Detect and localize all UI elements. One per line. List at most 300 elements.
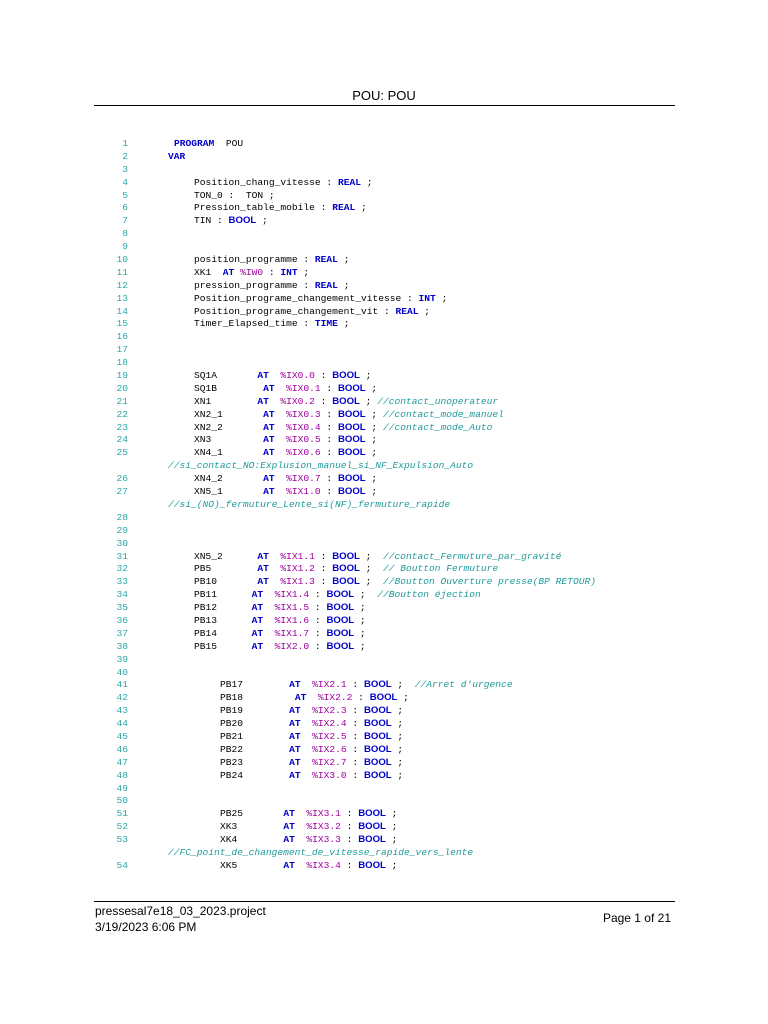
footer-filename: pressesal7e18_03_2023.project <box>95 904 266 918</box>
identifier: position_programme : <box>194 254 315 266</box>
keyword: BOOL <box>358 834 386 846</box>
identifier: ; <box>359 550 383 562</box>
line-number: 52 <box>116 821 128 833</box>
keyword: BOOL <box>358 859 386 871</box>
keyword: BOOL <box>363 756 392 768</box>
keyword: AT <box>263 382 275 394</box>
line-number: 51 <box>116 808 128 820</box>
keyword: AT <box>289 730 301 742</box>
line-number: 33 <box>116 576 128 588</box>
identifier: ; <box>418 305 431 317</box>
identifier <box>263 628 275 639</box>
code-line <box>0 357 768 370</box>
keyword: AT <box>289 718 301 730</box>
address: %IX0.2 <box>280 395 315 407</box>
keyword: AT <box>263 473 275 485</box>
identifier <box>301 744 313 755</box>
keyword: BOOL <box>326 589 355 601</box>
line-number: 3 <box>122 163 128 175</box>
identifier: Position_programe_changement_vitesse : <box>194 292 419 304</box>
keyword: AT <box>257 576 269 588</box>
keyword: REAL <box>395 305 419 317</box>
keyword: AT <box>289 756 301 768</box>
line-number: 24 <box>116 434 128 446</box>
identifier: ; <box>365 421 383 433</box>
identifier: XN4_1 <box>194 447 264 459</box>
keyword: TIME <box>314 318 338 330</box>
keyword: AT <box>263 447 275 459</box>
code-content <box>194 409 504 422</box>
address: %IX3.2 <box>306 821 341 833</box>
address: %IX0.5 <box>286 434 321 446</box>
address: %IX1.4 <box>274 589 310 601</box>
identifier: : <box>346 756 364 768</box>
line-number: 26 <box>116 473 128 485</box>
code-content <box>194 202 367 215</box>
line-number: 49 <box>116 782 128 794</box>
identifier: Pression_table_mobile : <box>194 202 333 214</box>
keyword: BOOL <box>358 821 386 833</box>
keyword: BOOL <box>337 447 366 459</box>
identifier: TON_0 : TON ; <box>194 189 275 201</box>
comment: //Boutton Ouverture presse(BP RETOUR) <box>382 576 596 588</box>
keyword: BOOL <box>332 563 360 575</box>
identifier <box>295 821 307 832</box>
identifier <box>269 551 281 562</box>
identifier: Timer_Elapsed_time : <box>194 318 315 330</box>
footer-info <box>95 903 266 935</box>
identifier: ; <box>385 808 398 820</box>
keyword: INT <box>418 292 436 304</box>
keyword: AT <box>263 486 275 498</box>
code-line <box>0 344 768 357</box>
line-number: 38 <box>116 640 128 652</box>
identifier: : <box>340 834 359 846</box>
code-content <box>194 473 377 486</box>
line-number: 45 <box>116 730 128 742</box>
address: %IX2.3 <box>312 705 347 717</box>
address: %IX2.4 <box>312 718 347 730</box>
identifier: : <box>320 486 338 498</box>
code-line <box>0 512 768 525</box>
identifier: ; <box>391 718 404 730</box>
keyword: BOOL <box>326 627 355 639</box>
code-line <box>0 718 768 731</box>
code-content <box>220 860 397 873</box>
identifier: : <box>340 808 359 820</box>
identifier: : <box>309 627 327 639</box>
address: %IX1.1 <box>280 550 315 562</box>
keyword: BOOL <box>369 692 398 704</box>
code-line <box>0 370 768 383</box>
line-number: 42 <box>116 692 128 704</box>
code-content <box>194 551 561 564</box>
keyword: AT <box>257 563 269 575</box>
keyword: REAL <box>332 202 356 214</box>
identifier: XN2_2 <box>194 421 264 433</box>
identifier <box>275 486 287 497</box>
code-line <box>0 641 768 654</box>
identifier: ; <box>385 859 398 871</box>
line-number: 54 <box>116 859 128 871</box>
line-number: 13 <box>116 292 128 304</box>
code-line <box>0 563 768 576</box>
line-number: 32 <box>116 563 128 575</box>
comment: //si_(NO)_fermuture_Lente_si(NF)_fermuture_rapide <box>168 498 451 510</box>
keyword: BOOL <box>228 215 257 227</box>
identifier: : <box>314 395 333 407</box>
identifier: PB25 <box>220 808 284 820</box>
line-number: 12 <box>116 279 128 291</box>
code-content <box>220 770 403 783</box>
identifier: PB24 <box>220 769 290 781</box>
keyword: AT <box>283 859 295 871</box>
comment: // Boutton Fermuture <box>382 563 499 575</box>
identifier: : <box>346 679 364 691</box>
code-line <box>0 679 768 692</box>
code-content <box>194 254 349 267</box>
identifier: XN5_1 <box>194 486 264 498</box>
identifier: pression_programme : <box>194 279 315 291</box>
identifier: : <box>320 473 338 485</box>
line-number: 15 <box>116 318 128 330</box>
code-line <box>0 667 768 680</box>
code-line <box>0 177 768 190</box>
comment: //Boutton éjection <box>377 589 481 601</box>
keyword: AT <box>222 266 235 278</box>
identifier: : <box>309 614 327 626</box>
keyword: AT <box>289 679 301 691</box>
identifier: XN5_2 <box>194 550 258 562</box>
line-number: 50 <box>116 795 128 807</box>
identifier: : <box>352 692 370 704</box>
code-content <box>194 370 371 383</box>
line-number: 53 <box>116 834 128 846</box>
identifier: PB21 <box>220 730 290 742</box>
line-number: 40 <box>116 666 128 678</box>
code-line <box>0 447 768 460</box>
identifier: ; <box>391 679 415 691</box>
keyword: AT <box>283 821 295 833</box>
identifier: PB20 <box>220 718 290 730</box>
code-line <box>0 808 768 821</box>
code-line <box>0 731 768 744</box>
code-content <box>220 692 409 705</box>
address: %IX0.4 <box>286 421 321 433</box>
identifier: ; <box>365 473 378 485</box>
identifier: ; <box>337 279 350 291</box>
keyword: BOOL <box>363 743 392 755</box>
code-content <box>220 821 397 834</box>
code-line <box>0 318 768 331</box>
identifier: : <box>320 408 338 420</box>
keyword: BOOL <box>337 473 366 485</box>
code-line <box>0 396 768 409</box>
code-content <box>194 396 498 409</box>
address: %IX1.0 <box>286 486 321 498</box>
code-content <box>168 847 473 860</box>
identifier: PB15 <box>194 640 252 652</box>
identifier: SQ1B <box>194 382 264 394</box>
identifier: ; <box>354 627 366 639</box>
code-listing <box>0 138 768 873</box>
keyword: INT <box>280 266 298 278</box>
code-line <box>0 434 768 447</box>
footer-datetime: 3/19/2023 6:06 PM <box>95 920 197 934</box>
keyword: AT <box>283 834 295 846</box>
line-number: 1 <box>122 138 128 149</box>
identifier: ; <box>391 743 404 755</box>
code-line <box>0 654 768 667</box>
keyword: BOOL <box>358 808 386 820</box>
code-line <box>0 783 768 796</box>
address: %IX0.3 <box>286 408 321 420</box>
header-divider <box>94 105 675 106</box>
identifier: ; <box>354 602 366 614</box>
line-number: 31 <box>116 550 128 562</box>
code-line <box>0 306 768 319</box>
identifier <box>301 731 313 742</box>
line-number: 44 <box>116 718 128 730</box>
identifier <box>301 679 313 690</box>
address: %IX2.0 <box>274 640 310 652</box>
line-number: 16 <box>116 331 128 343</box>
identifier: ; <box>365 434 378 446</box>
line-number: 35 <box>116 602 128 614</box>
address: %IX3.3 <box>306 834 341 846</box>
code-content <box>220 744 403 757</box>
comment: //contact_mode_Auto <box>382 421 493 433</box>
keyword: BOOL <box>326 602 355 614</box>
address: %IW0 <box>240 266 264 278</box>
code-content <box>194 602 366 615</box>
code-line <box>0 499 768 512</box>
code-line <box>0 757 768 770</box>
identifier: ; <box>359 370 372 382</box>
address: %IX3.4 <box>306 859 341 871</box>
identifier <box>263 615 275 626</box>
comment: //contact_unoperateur <box>377 395 499 407</box>
identifier: ; <box>360 176 373 188</box>
keyword: AT <box>263 434 275 446</box>
identifier: ; <box>397 692 409 704</box>
identifier <box>295 860 307 871</box>
line-number: 7 <box>122 215 128 227</box>
code-content <box>168 499 450 512</box>
keyword: BOOL <box>332 550 360 562</box>
line-number: 30 <box>116 537 128 549</box>
line-number: 23 <box>116 421 128 433</box>
keyword: REAL <box>314 254 338 266</box>
identifier <box>275 473 287 484</box>
address: %IX0.7 <box>286 473 321 485</box>
identifier: : <box>340 821 359 833</box>
code-line <box>0 280 768 293</box>
code-content <box>220 731 403 744</box>
code-content <box>194 486 377 499</box>
identifier: ; <box>256 215 268 227</box>
identifier: ; <box>355 202 367 214</box>
identifier <box>275 409 287 420</box>
identifier: : <box>309 640 327 652</box>
code-line <box>0 602 768 615</box>
code-line <box>0 151 768 164</box>
identifier <box>275 422 287 433</box>
identifier: PB14 <box>194 627 252 639</box>
keyword: BOOL <box>363 769 392 781</box>
identifier: Position_programe_changement_vit : <box>194 305 396 317</box>
identifier: PB12 <box>194 602 252 614</box>
code-line <box>0 409 768 422</box>
code-content <box>194 383 377 396</box>
line-number: 6 <box>122 202 128 214</box>
address: %IX0.1 <box>286 382 321 394</box>
keyword: BOOL <box>363 705 392 717</box>
keyword: AT <box>251 589 264 601</box>
identifier: : <box>346 730 364 742</box>
identifier: PB5 <box>194 563 258 575</box>
identifier <box>301 718 313 729</box>
keyword: BOOL <box>363 718 392 730</box>
identifier: ; <box>354 589 378 601</box>
address: %IX2.5 <box>312 730 347 742</box>
identifier: PB22 <box>220 743 290 755</box>
comment: //Arret d'urgence <box>414 679 513 691</box>
identifier: ; <box>337 254 350 266</box>
code-content <box>220 679 513 692</box>
identifier <box>275 434 287 445</box>
identifier: : <box>314 563 333 575</box>
code-line <box>0 138 768 151</box>
line-number: 27 <box>116 486 128 498</box>
line-number: 19 <box>116 370 128 382</box>
code-content <box>220 808 397 821</box>
line-number: 8 <box>122 228 128 240</box>
keyword: BOOL <box>332 370 360 382</box>
code-content <box>194 434 377 447</box>
line-number: 25 <box>116 447 128 459</box>
code-content <box>194 306 430 319</box>
identifier: : <box>314 550 333 562</box>
line-number: 17 <box>116 344 128 356</box>
code-content <box>174 138 243 151</box>
code-line <box>0 795 768 808</box>
identifier <box>301 757 313 768</box>
identifier: ; <box>391 705 404 717</box>
keyword: AT <box>257 395 269 407</box>
line-number: 28 <box>116 511 128 523</box>
identifier: ; <box>391 756 404 768</box>
identifier <box>263 641 275 652</box>
identifier: Position_chang_vitesse : <box>194 176 338 188</box>
code-line <box>0 770 768 783</box>
identifier: : <box>346 718 364 730</box>
identifier: ; <box>365 382 378 394</box>
identifier: : <box>263 266 281 278</box>
line-number: 36 <box>116 614 128 626</box>
keyword: BOOL <box>326 614 355 626</box>
identifier: PB13 <box>194 614 252 626</box>
keyword: BOOL <box>363 679 392 691</box>
code-content <box>220 757 403 770</box>
identifier: : <box>346 769 364 781</box>
code-content <box>220 705 403 718</box>
identifier: ; <box>359 563 383 575</box>
code-line <box>0 615 768 628</box>
keyword: VAR <box>168 150 186 162</box>
identifier: ; <box>365 408 383 420</box>
identifier: : <box>320 382 338 394</box>
identifier: XK4 <box>220 834 284 846</box>
address: %IX1.6 <box>274 614 310 626</box>
line-number: 47 <box>116 756 128 768</box>
identifier <box>306 692 318 703</box>
code-content <box>194 190 275 203</box>
identifier: XK1 <box>194 266 223 278</box>
address: %IX3.0 <box>312 769 347 781</box>
keyword: BOOL <box>363 730 392 742</box>
code-content <box>194 576 596 589</box>
identifier: XN1 <box>194 395 258 407</box>
code-line <box>0 164 768 177</box>
code-content <box>194 589 481 602</box>
keyword: AT <box>263 408 275 420</box>
address: %IX2.2 <box>317 692 353 704</box>
line-number: 46 <box>116 743 128 755</box>
code-line <box>0 525 768 538</box>
identifier: PB23 <box>220 756 290 768</box>
code-line <box>0 834 768 847</box>
identifier <box>269 370 281 381</box>
line-number: 14 <box>116 305 128 317</box>
identifier: XN2_1 <box>194 408 264 420</box>
keyword: BOOL <box>326 640 355 652</box>
code-content <box>194 563 498 576</box>
identifier: TIN : <box>194 215 229 227</box>
identifier: ; <box>435 292 448 304</box>
identifier: ; <box>385 821 398 833</box>
line-number: 22 <box>116 408 128 420</box>
line-number: 34 <box>116 589 128 601</box>
line-number: 21 <box>116 395 128 407</box>
code-line <box>0 473 768 486</box>
address: %IX1.7 <box>274 627 310 639</box>
line-number: 20 <box>116 382 128 394</box>
identifier: PB10 <box>194 576 258 588</box>
line-number: 43 <box>116 705 128 717</box>
keyword: AT <box>294 692 307 704</box>
identifier: : <box>314 576 333 588</box>
code-line <box>0 202 768 215</box>
code-line <box>0 241 768 254</box>
identifier: ; <box>359 395 378 407</box>
identifier: : <box>320 447 338 459</box>
keyword: PROGRAM <box>174 138 215 149</box>
identifier: ; <box>365 486 378 498</box>
line-number: 37 <box>116 627 128 639</box>
identifier: PB18 <box>220 692 295 704</box>
line-number: 41 <box>116 679 128 691</box>
code-line <box>0 576 768 589</box>
identifier: : <box>309 589 327 601</box>
code-content <box>194 422 492 435</box>
keyword: BOOL <box>337 434 366 446</box>
keyword: AT <box>251 627 264 639</box>
address: %IX2.1 <box>312 679 347 691</box>
code-line <box>0 551 768 564</box>
keyword: BOOL <box>337 382 366 394</box>
identifier <box>301 705 313 716</box>
